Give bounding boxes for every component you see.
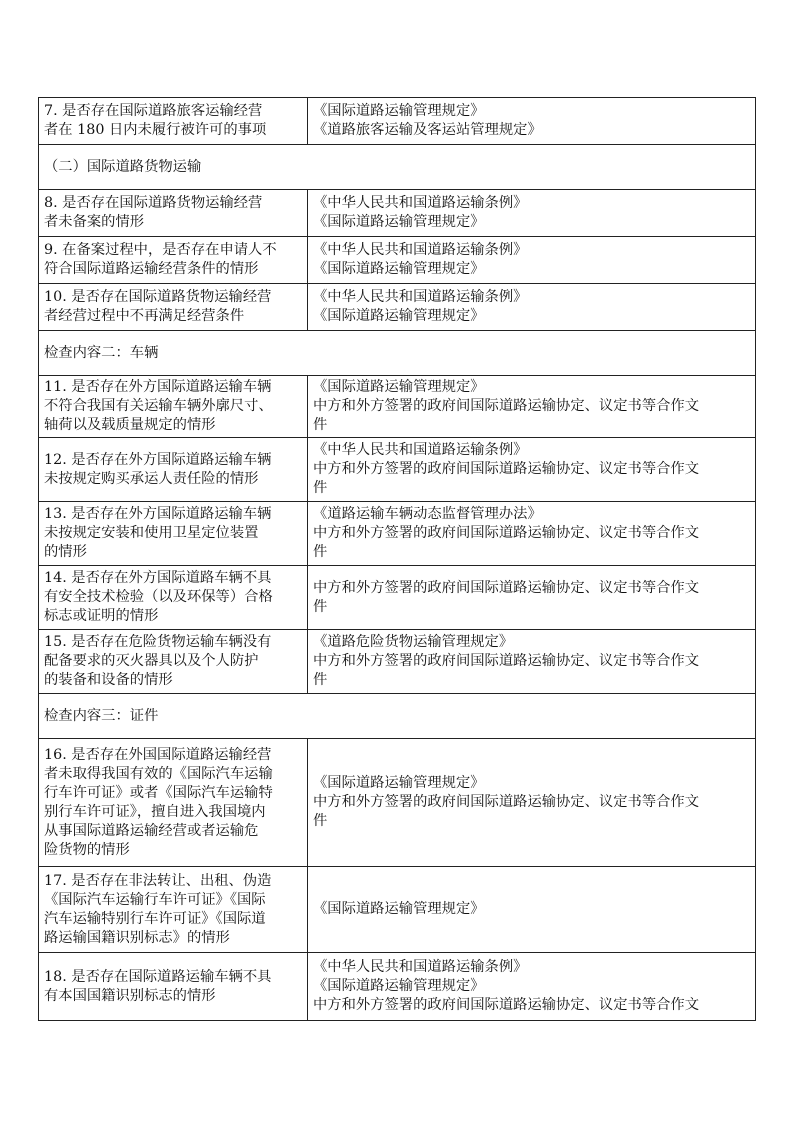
check-item-cell bbox=[39, 630, 308, 694]
legal-basis-text: 件 bbox=[313, 480, 328, 496]
legal-basis-text: 件 bbox=[313, 813, 328, 829]
check-item-text: 汽车运输特别行车许可证》《国际道 bbox=[44, 910, 266, 927]
legal-basis-text: 《国际道路运输管理规定》 bbox=[313, 775, 485, 791]
legal-basis-text: 中方和外方签署的政府间国际道路运输协定、议定书等合作文 bbox=[313, 525, 700, 541]
legal-basis-text: 《道路危险货物运输管理规定》 bbox=[313, 634, 514, 650]
legal-basis-cell bbox=[308, 438, 756, 502]
check-item-text: 14. 是否存在外方国际道路车辆不具 bbox=[44, 570, 272, 586]
legal-basis-text: 中方和外方签署的政府间国际道路运输协定、议定书等合作文 bbox=[313, 461, 700, 477]
legal-basis-cell bbox=[308, 739, 756, 867]
table-row bbox=[39, 502, 756, 566]
legal-basis-cell bbox=[308, 566, 756, 630]
check-item-cell bbox=[39, 739, 308, 867]
check-item-text: 《国际汽车运输行车许可证》《国际 bbox=[44, 891, 266, 908]
check-item-text: 未按规定安装和使用卫星定位装置 bbox=[44, 525, 259, 541]
check-item-text: 未按规定购买承运人责任险的情形 bbox=[44, 470, 259, 487]
check-item-cell bbox=[39, 566, 308, 630]
legal-basis-text: 件 bbox=[313, 672, 328, 688]
legal-basis-text: 《道路运输车辆动态监督管理办法》 bbox=[313, 506, 542, 522]
check-item-text: 9. 在备案过程中，是否存在申请人不 bbox=[44, 242, 277, 258]
legal-basis-text: 中方和外方签署的政府间国际道路运输协定、议定书等合作文 bbox=[313, 579, 700, 596]
check-item-text: 的情形 bbox=[44, 544, 87, 560]
legal-basis-text: 《道路旅客运输及客运站管理规定》 bbox=[313, 122, 542, 138]
check-item-text: 轴荷以及载质量规定的情形 bbox=[44, 417, 216, 433]
legal-basis-text: 《国际道路运输管理规定》 bbox=[313, 978, 485, 994]
check-item-text: 8. 是否存在国际道路货物运输经营 bbox=[44, 195, 263, 211]
check-item-text: 7. 是否存在国际道路旅客运输经营 bbox=[44, 103, 263, 119]
table-row bbox=[39, 376, 756, 438]
legal-basis-text: 《中华人民共和国道路运输条例》 bbox=[313, 959, 528, 975]
check-item-text: 11. 是否存在外方国际道路运输车辆 bbox=[44, 379, 272, 395]
check-item-cell bbox=[39, 237, 308, 284]
check-item-text: 从事国际道路运输经营或者运输危 bbox=[44, 822, 259, 839]
check-item-text: 18. 是否存在国际道路运输车辆不具 bbox=[44, 968, 272, 985]
check-item-cell bbox=[39, 284, 308, 331]
legal-basis-cell bbox=[308, 630, 756, 694]
legal-basis-cell bbox=[308, 98, 756, 145]
legal-basis-cell bbox=[308, 284, 756, 331]
legal-basis-cell bbox=[308, 237, 756, 284]
check-item-text: 10. 是否存在国际道路货物运输经营 bbox=[44, 289, 272, 305]
check-item-cell bbox=[39, 98, 308, 145]
table-row bbox=[39, 630, 756, 694]
section-heading: （二）国际道路货物运输 bbox=[39, 145, 756, 190]
check-item-cell bbox=[39, 438, 308, 502]
check-item-text: 不符合我国有关运输车辆外廓尺寸、 bbox=[44, 398, 273, 414]
legal-basis-text: 《国际道路运输管理规定》 bbox=[313, 308, 485, 324]
check-item-cell bbox=[39, 953, 308, 1021]
check-item-text: 符合国际道路运输经营条件的情形 bbox=[44, 261, 259, 277]
legal-basis-text: 《中华人民共和国道路运输条例》 bbox=[313, 242, 528, 258]
table-row bbox=[39, 867, 756, 953]
table-row bbox=[39, 284, 756, 331]
legal-basis-cell bbox=[308, 953, 756, 1021]
table-row bbox=[39, 98, 756, 145]
section-heading: 检查内容二：车辆 bbox=[39, 331, 756, 376]
inspection-table-body bbox=[39, 98, 756, 1021]
check-item-text: 17. 是否存在非法转让、出租、伪造 bbox=[44, 872, 272, 889]
legal-basis-text: 中方和外方签署的政府间国际道路运输协定、议定书等合作文 bbox=[313, 653, 700, 669]
legal-basis-text: 《国际道路运输管理规定》 bbox=[313, 214, 485, 230]
legal-basis-text: 《国际道路运输管理规定》 bbox=[313, 901, 485, 917]
check-item-cell bbox=[39, 502, 308, 566]
check-item-text: 险货物的情形 bbox=[44, 841, 130, 858]
check-item-text: 者在 180 日内未履行被许可的事项 bbox=[44, 122, 267, 138]
check-item-text: 标志或证明的情形 bbox=[44, 608, 159, 624]
check-item-text: 行车许可证》或者《国际汽车运输特 bbox=[44, 784, 273, 801]
legal-basis-text: 中方和外方签署的政府间国际道路运输协定、议定书等合作文 bbox=[313, 398, 700, 414]
table-row bbox=[39, 438, 756, 502]
legal-basis-text: 《中华人民共和国道路运输条例》 bbox=[313, 442, 528, 458]
legal-basis-text: 件 bbox=[313, 417, 328, 433]
legal-basis-text: 《中华人民共和国道路运输条例》 bbox=[313, 289, 528, 305]
check-item-cell bbox=[39, 867, 308, 953]
check-item-text: 15. 是否存在危险货物运输车辆没有 bbox=[44, 634, 272, 650]
check-item-text: 别行车许可证》，擅自进入我国境内 bbox=[44, 803, 266, 820]
legal-basis-text: 《国际道路运输管理规定》 bbox=[313, 103, 485, 119]
check-item-text: 有本国国籍识别标志的情形 bbox=[44, 987, 216, 1004]
legal-basis-cell bbox=[308, 502, 756, 566]
check-item-text: 者未取得我国有效的《国际汽车运输 bbox=[44, 765, 273, 782]
legal-basis-text: 《国际道路运输管理规定》 bbox=[313, 261, 485, 277]
section-row bbox=[39, 694, 756, 739]
legal-basis-text: 件 bbox=[313, 598, 328, 615]
table-row bbox=[39, 953, 756, 1021]
table-row bbox=[39, 566, 756, 630]
section-heading: 检查内容三：证件 bbox=[39, 694, 756, 739]
check-item-text: 者经营过程中不再满足经营条件 bbox=[44, 308, 245, 324]
table-row bbox=[39, 190, 756, 237]
check-item-cell bbox=[39, 190, 308, 237]
legal-basis-cell bbox=[308, 376, 756, 438]
legal-basis-text: 中方和外方签署的政府间国际道路运输协定、议定书等合作文 bbox=[313, 794, 700, 810]
section-row bbox=[39, 331, 756, 376]
legal-basis-cell bbox=[308, 867, 756, 953]
check-item-text: 12. 是否存在外方国际道路运输车辆 bbox=[44, 451, 272, 468]
legal-basis-text: 《中华人民共和国道路运输条例》 bbox=[313, 195, 528, 211]
legal-basis-text: 中方和外方签署的政府间国际道路运输协定、议定书等合作文 bbox=[313, 997, 700, 1013]
legal-basis-text: 件 bbox=[313, 544, 328, 560]
check-item-text: 16. 是否存在外国国际道路运输经营 bbox=[44, 746, 272, 763]
table-row bbox=[39, 237, 756, 284]
table-row bbox=[39, 739, 756, 867]
check-item-text: 13. 是否存在外方国际道路运输车辆 bbox=[44, 506, 272, 522]
legal-basis-text: 《国际道路运输管理规定》 bbox=[313, 379, 485, 395]
check-item-cell bbox=[39, 376, 308, 438]
check-item-text: 的装备和设备的情形 bbox=[44, 672, 173, 688]
check-item-text: 者未备案的情形 bbox=[44, 214, 145, 230]
legal-basis-cell bbox=[308, 190, 756, 237]
check-item-text: 配备要求的灭火器具以及个人防护 bbox=[44, 653, 259, 669]
check-item-text: 路运输国籍识别标志》的情形 bbox=[44, 929, 230, 946]
section-row bbox=[39, 145, 756, 190]
inspection-table bbox=[38, 97, 756, 1021]
check-item-text: 有安全技术检验（以及环保等）合格 bbox=[44, 589, 273, 605]
